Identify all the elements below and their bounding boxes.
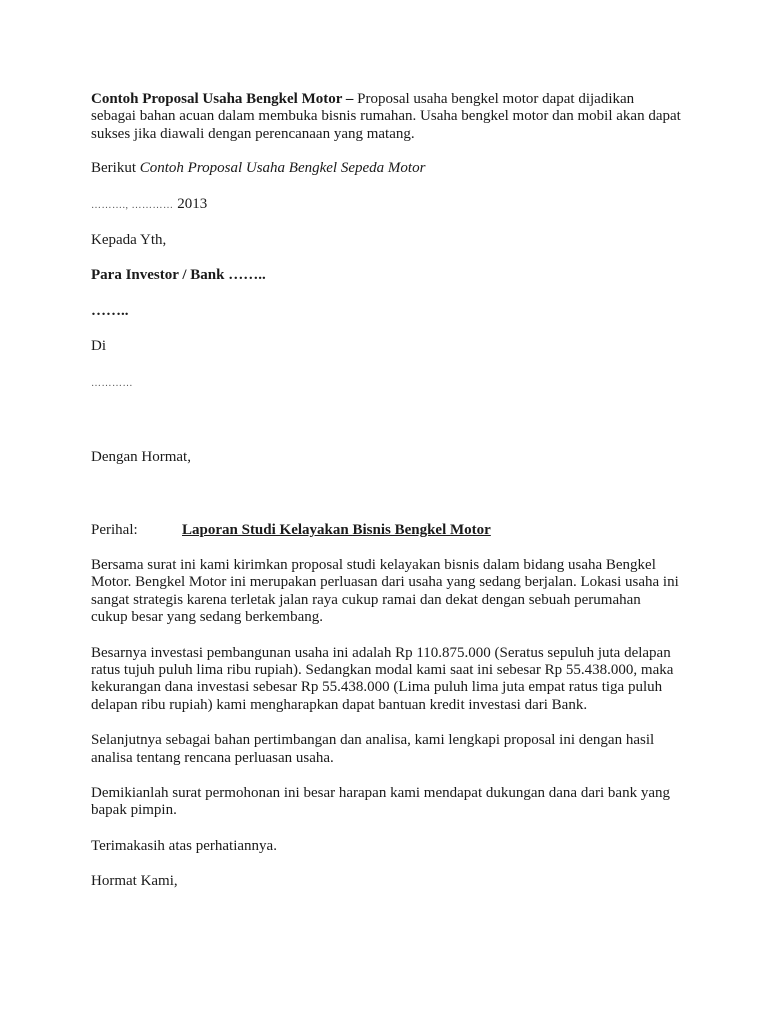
recipient-name: Para Investor / Bank …….. (91, 267, 266, 284)
intro-title: Contoh Proposal Usaha Bengkel Motor – (91, 91, 354, 107)
recipient-location-placeholder: ………… (91, 377, 133, 389)
intro-text: Proposal usaha bengkel motor dapat dijadikan sebagai bahan acuan dalam membuka bisnis rumahan. Usaha bengkel motor dan mobil akan dapat sukses jika diawali dengan perencanaan yang matang. (91, 91, 681, 142)
body-paragraph: Bersama surat ini kami kirimkan proposal studi kelayakan bisnis dalam bidang usaha Bengkel Motor. Bengkel Motor ini merupakan perluasan dari usaha yang sedang berjalan. Lokasi usaha ini sangat strategis karena terletak jalan raya cukup ramai dan dekat dengan sebuah perumahan cukup besar yang sedang berkembang. (91, 556, 679, 626)
recipient-location-line (91, 374, 681, 392)
berikut-title: Contoh Proposal Usaha Bengkel Sepeda Motor (139, 160, 426, 177)
subject-value: Laporan Studi Kelayakan Bisnis Bengkel Motor (182, 522, 491, 539)
date-line (91, 196, 681, 214)
recipient-salutation: Kepada Yth, (91, 232, 167, 249)
subject-label: Perihal: (91, 522, 138, 539)
date-year: 2013 (173, 195, 208, 212)
body-paragraph: Demikianlah surat permohonan ini besar harapan kami mendapat dukungan dana dari bank yang bapak pimpin. (91, 784, 670, 819)
berikut-line (91, 160, 681, 177)
recipient-location-label: Di (91, 338, 106, 355)
closing: Hormat Kami, (91, 873, 178, 890)
date-placeholder: ………., ………… (91, 199, 174, 211)
greeting: Dengan Hormat, (91, 449, 191, 466)
body-paragraph: Selanjutnya sebagai bahan pertimbangan dan analisa, kami lengkapi proposal ini dengan hasil analisa tentang rencana perluasan usaha. (91, 732, 655, 766)
intro-paragraph (91, 91, 681, 143)
thanks-line: Terimakasih atas perhatiannya. (91, 837, 277, 854)
recipient-placeholder: …….. (91, 302, 129, 319)
berikut-prefix: Berikut (91, 160, 140, 177)
subject-line (91, 522, 768, 539)
body-paragraph: Besarnya investasi pembangunan usaha ini adalah Rp 110.875.000 (Seratus sepuluh juta delapan ratus tujuh puluh lima ribu rupiah). Sedangkan modal kami saat ini sebesar Rp 55.438.000, maka kekurangan dana investasi sebesar Rp 55.438.000 (Lima puluh lima juta empat ratus tiga puluh delapan ribu rupiah) kami mengharapkan dapat bantuan kredit investasi dari Bank. (91, 644, 674, 713)
